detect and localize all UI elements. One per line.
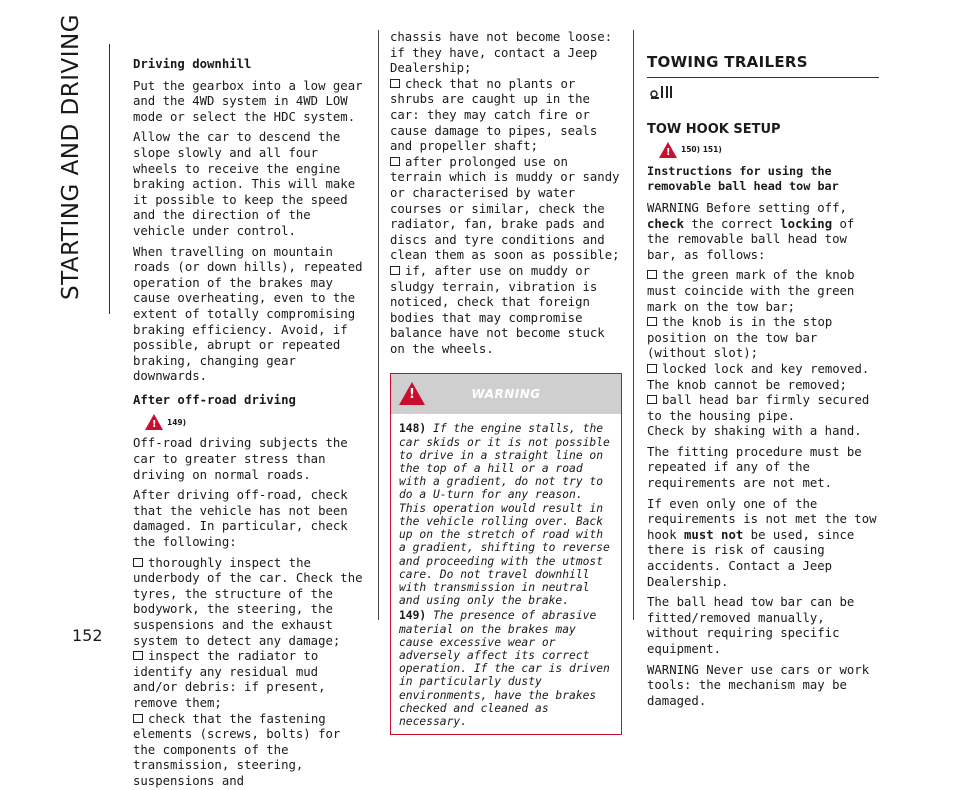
section-title: TOWING TRAILERS <box>647 55 879 78</box>
paragraph: After driving off-road, check that the vehicle has not been damaged. In particular, check the following: <box>133 488 348 550</box>
paragraph: chassis have not become loose: if they have, contact a Jeep Dealership; <box>390 30 613 76</box>
list-item: check that the fastening elements (screws, bolts) for the components of the transmission, steering, suspensions and <box>133 711 341 788</box>
warning-header <box>391 374 621 414</box>
paragraph: The fitting procedure must be repeated if any of the requirements are not met. <box>647 444 862 491</box>
checkbox-bullet-icon <box>390 157 400 166</box>
list-item: locked lock and key removed. The knob cannot be removed; <box>647 361 870 392</box>
checkbox-bullet-icon <box>133 558 143 567</box>
column-1 <box>133 55 369 790</box>
page-number: 152 <box>72 626 103 645</box>
list-item: the knob is in the stop position on the tow bar (without slot); <box>647 315 833 361</box>
paragraph: The ball head tow bar can be fitted/removed manually, without requiring specific equipment. <box>647 595 855 656</box>
list-item: thoroughly inspect the underbody of the car. Check the tyres, the structure of the bodywork, the steering, the suspensions and the exhaust system to detect any damage; <box>133 555 363 648</box>
warning-text: The presence of abrasive material on the brakes may cause excessive wear or adversely affect its correct operation. If the car is driven in particularly dusty environments, have the brakes checked and cleaned as necessary. <box>399 609 610 728</box>
checkbox-bullet-icon <box>390 79 400 88</box>
paragraph: WARNING Before setting off, check the correct locking of the removable ball head tow bar, as follows: <box>647 200 855 262</box>
checkbox-bullet-icon <box>647 395 657 404</box>
column-2 <box>390 30 622 735</box>
warning-ref-number: 149) <box>167 417 187 427</box>
warning-ref-number: 150) 151) <box>681 144 722 154</box>
heading-instructions: Instructions for using the removable ball head tow bar <box>647 163 839 194</box>
subsection-title: TOW HOOK SETUP <box>647 122 781 138</box>
checkbox-bullet-icon <box>647 364 657 373</box>
list-item: if, after use on muddy or sludgy terrain, vibration is noticed, check that foreign bodies that may compromise balance have not become stuck on the wheels. <box>390 263 605 356</box>
checkbox-bullet-icon <box>390 266 400 275</box>
warning-body <box>391 414 621 734</box>
paragraph: Allow the car to descend the slope slowly and all four wheels to receive the engine braking action. This will make it possible to keep the speed and the direction of the vehicle under control. <box>133 130 356 238</box>
warning-title: WARNING <box>471 386 541 401</box>
paragraph: When travelling on mountain roads (or down hills), repeated operation of the brakes may cause overheating, even to the extent of totally compromising braking efficiency. Avoid, if possible, abrupt or repeated braking, changing gear downwards. <box>133 244 363 384</box>
checkbox-bullet-icon <box>133 651 143 660</box>
warning-icon: ! <box>145 414 163 430</box>
checkbox-bullet-icon <box>133 714 143 723</box>
heading-after-offroad: After off-road driving <box>133 392 296 407</box>
chapter-divider <box>109 44 110 314</box>
warning-reference <box>659 142 879 158</box>
list-item: inspect the radiator to identify any residual mud and/or debris: if present, remove them; <box>133 649 326 710</box>
checkbox-bullet-icon <box>647 317 657 326</box>
paragraph: If even only one of the requirements is not met the tow hook must not be used, since there is risk of causing accidents. Contact a Jeep Dealership. <box>647 496 877 589</box>
list-item: ball head bar firmly secured to the housing pipe. <box>647 393 870 423</box>
tow-hook-icon <box>649 84 675 102</box>
warning-number: 148) <box>399 422 427 436</box>
column-divider <box>378 30 379 620</box>
warning-box <box>390 373 622 735</box>
paragraph: Check by shaking with a hand. <box>647 424 862 439</box>
list-item: the green mark of the knob must coincide with the green mark on the tow bar; <box>647 268 855 314</box>
heading-driving-downhill: Driving downhill <box>133 57 252 71</box>
paragraph: Put the gearbox into a low gear and the 4WD system in 4WD LOW mode or select the HDC system. <box>133 78 363 124</box>
column-3 <box>647 55 879 714</box>
list-item: check that no plants or shrubs are caught up in the car: they may catch fire or cause damage to pipes, seals and propeller shaft; <box>390 76 598 154</box>
checkbox-bullet-icon <box>647 270 657 279</box>
column-divider <box>633 30 634 620</box>
warning-text: If the engine stalls, the car skids or it is not possible to drive in a straight line on the top of a hill or a road with a gradient, do not try to do a U-turn for any reason. This operation would result in the vehicle rolling over. Back up on the stretch of road with a gradient, shifting to reverse and proceeding with the utmost care. Do not travel downhill with transmission in neutral and using only the brake. <box>399 422 610 608</box>
warning-icon: ! <box>399 382 425 405</box>
paragraph: WARNING Never use cars or work tools: the mechanism may be damaged. <box>647 662 870 708</box>
chapter-title: STARTING AND DRIVING <box>58 13 84 300</box>
list-item: after prolonged use on terrain which is muddy or sandy or characterised by water courses or similar, check the radiator, fan, brake pads and discs and tyre conditions and clean them as soon as possible; <box>390 154 620 263</box>
warning-reference <box>145 414 369 430</box>
warning-icon: ! <box>659 142 677 158</box>
warning-number: 149) <box>399 609 427 623</box>
paragraph: Off-road driving subjects the car to greater stress than driving on normal roads. <box>133 436 348 482</box>
